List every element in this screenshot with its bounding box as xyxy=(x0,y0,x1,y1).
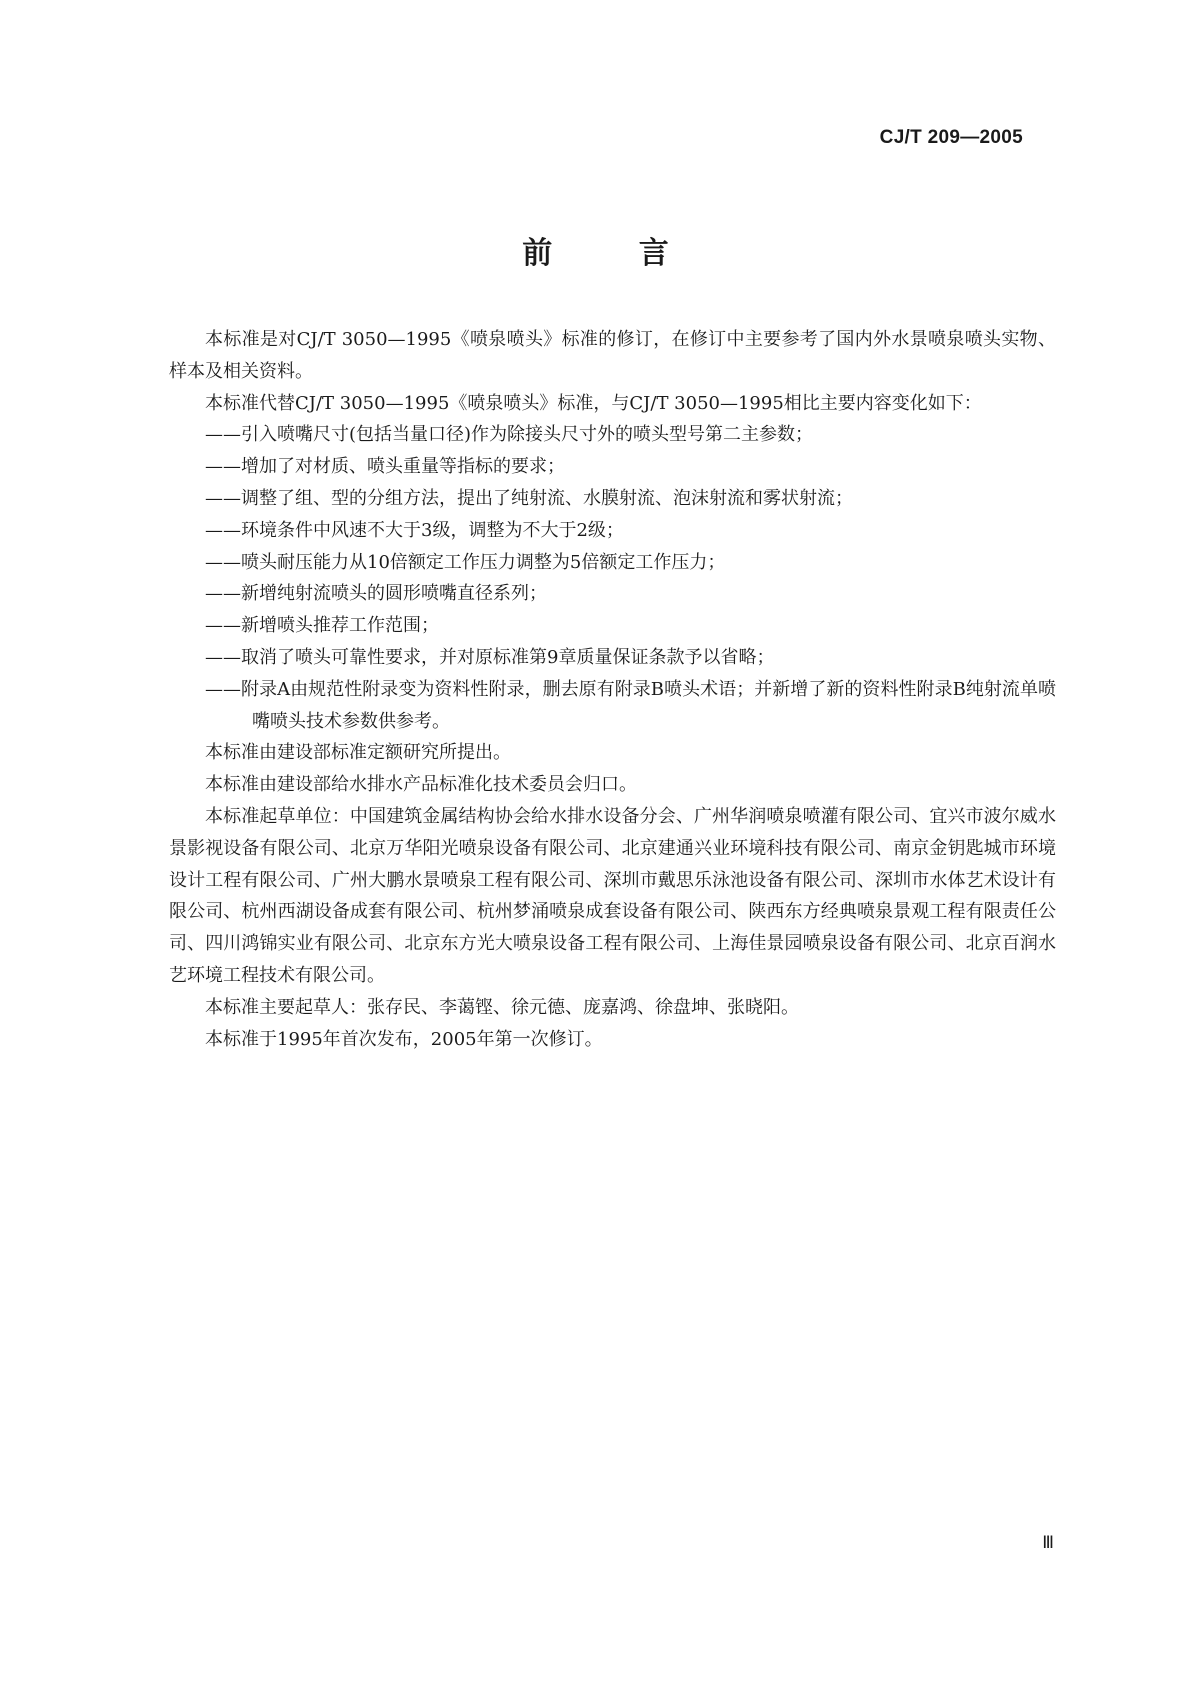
page-title: 前 言 xyxy=(522,236,707,271)
standard-code: CJ/T 209—2005 xyxy=(879,127,1023,148)
paragraph-replacement: 本标准代替CJ/T 3050—1995《喷泉喷头》标准，与CJ/T 3050—1995相比主要内容变化如下： xyxy=(205,392,982,414)
paragraph-revision-basis: 本标准是对CJ/T 3050—1995《喷泉喷头》标准的修订，在修订中主要参考了国内外水景喷泉喷头实物、样本及相关资料。 xyxy=(169,329,1056,382)
foreword-body xyxy=(169,324,1056,1055)
change-item: ——引入喷嘴尺寸(包括当量口径)作为除接头尺寸外的喷头型号第二主参数； xyxy=(205,424,814,446)
change-item: ——增加了对材质、喷头重量等指标的要求； xyxy=(205,456,565,478)
change-item: ——取消了喷头可靠性要求，并对原标准第9章质量保证条款予以省略； xyxy=(205,646,775,668)
change-item: ——新增喷头推荐工作范围； xyxy=(205,615,439,637)
change-item: ——附录A由规范性附录变为资料性附录，删去原有附录B喷头术语；并新增了新的资料性附录B纯射流单喷嘴喷头技术参数供参考。 xyxy=(205,678,1056,732)
paragraph-drafters: 本标准主要起草人：张存民、李蔼铿、徐元德、庞嘉鸿、徐盘坤、张晓阳。 xyxy=(205,996,799,1018)
paragraph-committee: 本标准由建设部给水排水产品标准化技术委员会归口。 xyxy=(205,774,637,796)
change-item: ——新增纯射流喷头的圆形喷嘴直径系列； xyxy=(205,583,547,605)
paragraph-history: 本标准于1995年首次发布，2005年第一次修订。 xyxy=(205,1028,603,1050)
change-item: ——环境条件中风速不大于3级，调整为不大于2级； xyxy=(205,519,624,541)
change-item: ——调整了组、型的分组方法，提出了纯射流、水膜射流、泡沫射流和雾状射流； xyxy=(205,487,853,509)
change-item: ——喷头耐压能力从10倍额定工作压力调整为5倍额定工作压力； xyxy=(205,551,726,573)
paragraph-drafting-units: 本标准起草单位：中国建筑金属结构协会给水排水设备分会、广州华润喷泉喷灌有限公司、宜兴市波尔威水景影视设备有限公司、北京万华阳光喷泉设备有限公司、北京建通兴业环境科技有限公司、南京金钥匙城市环境设计工程有限公司、广州大鹏水景喷泉工程有限公司、深圳市戴思乐泳池设备有限公司、深圳市水体艺术设计有限公司、杭州西湖设备成套有限公司、杭州梦涌喷泉成套设备有限公司、陕西东方经典喷泉景观工程有限责任公司、四川鸿锦实业有限公司、北京东方光大喷泉设备工程有限公司、上海佳景园喷泉设备有限公司、北京百润水艺环境工程技术有限公司。 xyxy=(169,805,1056,986)
paragraph-proposer: 本标准由建设部标准定额研究所提出。 xyxy=(205,742,511,764)
page-number: Ⅲ xyxy=(1042,1533,1054,1552)
